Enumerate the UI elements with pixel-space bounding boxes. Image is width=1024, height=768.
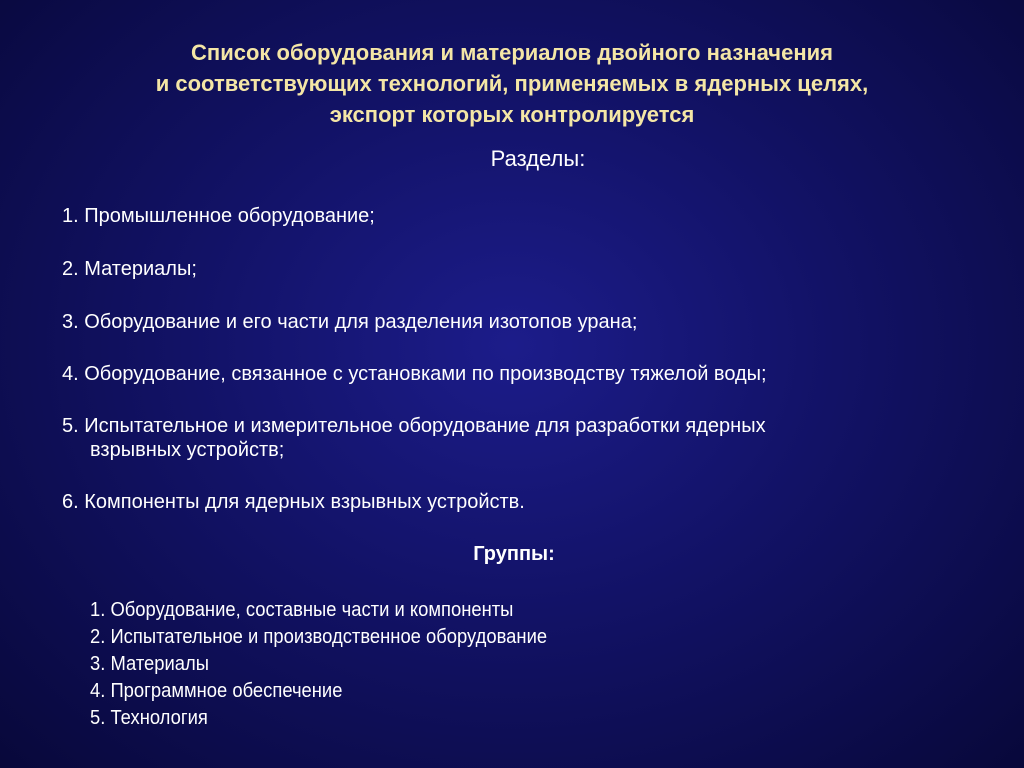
- section-item-text: 4. Оборудование, связанное с установками по производству тяжелой воды;: [62, 363, 767, 385]
- groups-label: Группы:: [473, 543, 555, 565]
- title-line-2: и соответствующих технологий, применяемых в ядерных целях,: [155, 71, 869, 96]
- section-item-4: [62, 362, 767, 386]
- group-item-5: 5. Технология: [90, 707, 208, 729]
- section-item-continuation: взрывных устройств;: [90, 439, 285, 461]
- section-item-text: 2. Материалы;: [62, 258, 197, 280]
- section-item-text: 1. Промышленное оборудование;: [62, 205, 375, 227]
- groups-list: [90, 597, 547, 732]
- title-line-3: экспорт которых контролируется: [329, 102, 695, 127]
- section-item-text: 3. Оборудование и его части для разделения изотопов урана;: [62, 311, 638, 333]
- section-item-2: [62, 257, 197, 281]
- section-item-1: [62, 204, 375, 228]
- group-item-4: 4. Программное обеспечение: [90, 680, 343, 702]
- section-item-text: 6. Компоненты для ядерных взрывных устройств.: [62, 491, 525, 513]
- section-item-6: [62, 490, 525, 514]
- sections-label: Разделы:: [490, 146, 586, 171]
- group-item-1: 1. Оборудование, составные части и компоненты: [90, 599, 514, 621]
- title-line-1: Список оборудования и материалов двойного назначения: [191, 40, 833, 65]
- section-item-3: [62, 310, 637, 334]
- group-item-3: 3. Материалы: [90, 653, 209, 675]
- section-item-text: 5. Испытательное и измерительное оборудование для разработки ядерных: [62, 415, 766, 437]
- section-item-5: [62, 414, 766, 462]
- group-item-2: 2. Испытательное и производственное оборудование: [90, 626, 548, 648]
- slide-title: [0, 37, 1024, 130]
